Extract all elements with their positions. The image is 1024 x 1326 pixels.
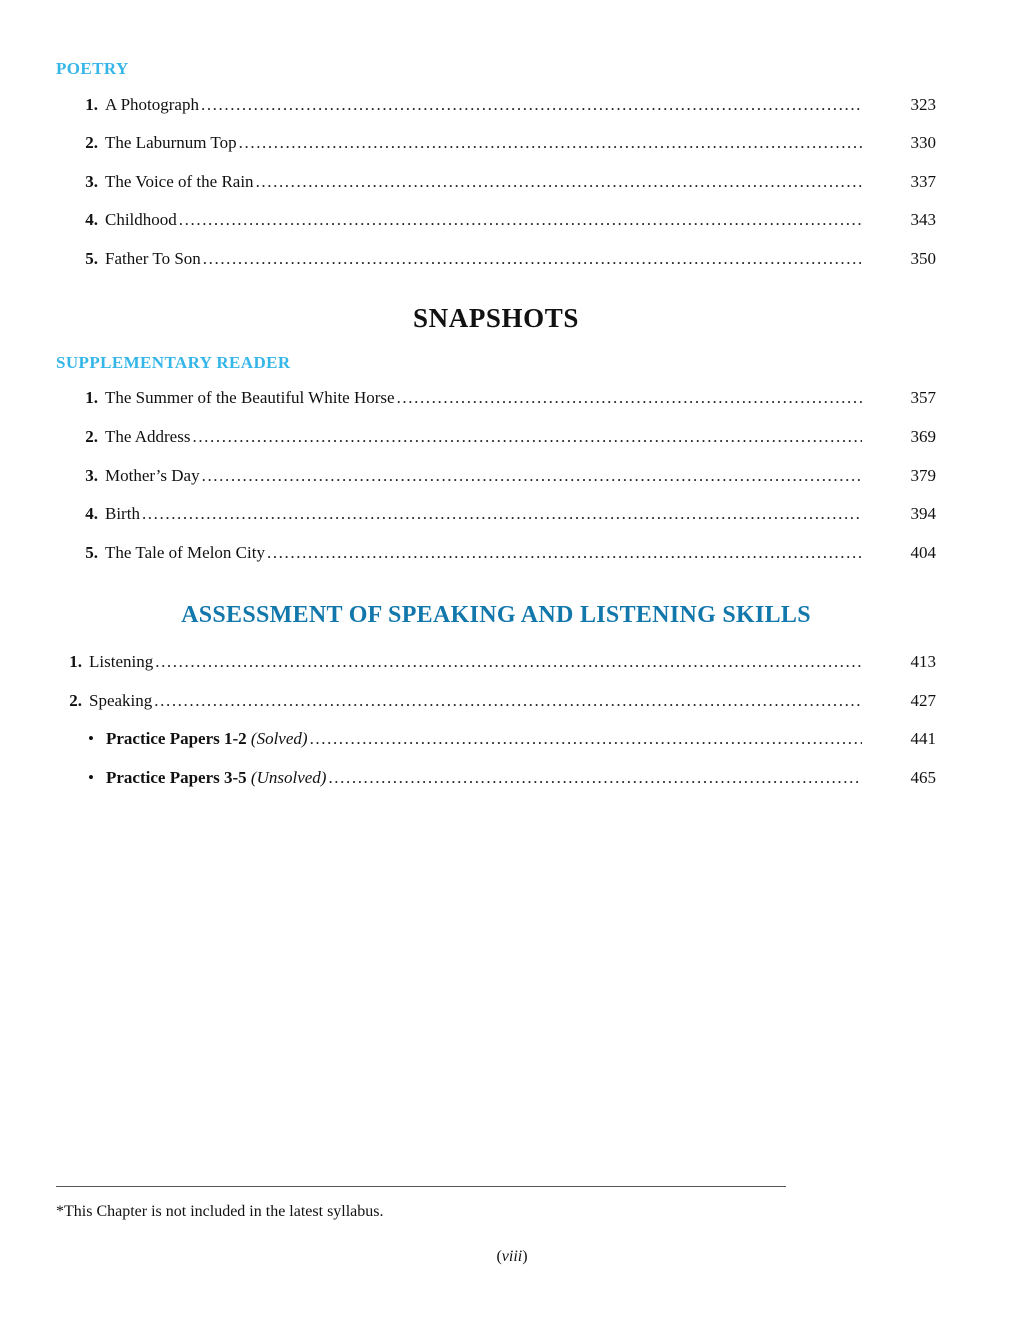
item-title: The Tale of Melon City [105,542,265,562]
footer-divider [56,1186,786,1187]
dot-leader [203,247,862,264]
dot-leader [202,464,862,481]
table-row[interactable] [56,379,936,418]
section-title-assessment: ASSESSMENT OF SPEAKING AND LISTENING SKILLS [181,601,811,628]
item-page-number: 330 [910,133,936,153]
item-number: 3. [85,171,98,191]
dot-leader [239,131,862,148]
item-title [106,727,308,752]
section-heading-supplementary-reader: SUPPLEMENTARY READER [56,352,291,372]
item-page-number: 337 [910,171,936,191]
item-number: 2. [69,690,82,710]
toc-list-assessment [56,643,936,798]
item-page-number: 379 [910,465,936,485]
item-title: A Photograph [105,94,199,114]
bullet-icon: • [88,767,94,787]
item-page-number: 465 [910,767,936,787]
table-row[interactable] [56,643,936,682]
dot-leader [155,650,862,667]
item-title-italic: (Solved) [250,729,308,749]
item-title: Speaking [89,690,153,710]
page-number-marker [0,1248,1024,1266]
item-title [106,766,326,791]
item-page-number: 323 [910,94,936,114]
item-number: 5. [85,249,98,269]
item-number: 1. [69,651,82,671]
item-page-number: 427 [910,690,936,710]
item-page-number: 413 [910,651,936,671]
item-page-number: 394 [910,504,936,524]
table-row[interactable] [56,201,936,240]
item-title-bold: Practice Papers 1-2 [106,729,247,749]
table-row[interactable] [56,495,936,534]
page-marker-roman: viii [501,1248,523,1265]
table-row[interactable] [56,682,936,721]
table-row[interactable] [56,163,936,202]
book-title-snapshots: SNAPSHOTS [413,302,579,333]
item-title: Listening [89,651,154,671]
toc-list-poetry [56,86,936,279]
item-number: 1. [85,94,98,114]
toc-content [56,56,936,797]
page-footer [56,1186,786,1223]
item-title: Childhood [105,210,177,230]
dot-leader [154,689,862,706]
item-number: 4. [85,504,98,524]
dot-leader [397,386,862,403]
item-number: 1. [85,388,98,408]
section-heading-poetry: POETRY [56,59,129,78]
item-page-number: 404 [910,542,936,562]
item-title: Father To Son [105,249,201,269]
table-row[interactable] [56,720,936,759]
item-page-number: 369 [910,426,936,446]
item-title: The Voice of the Rain [105,171,254,191]
table-row[interactable] [56,457,936,496]
dot-leader [267,541,862,558]
item-page-number: 357 [910,388,936,408]
dot-leader [192,425,862,442]
item-title: The Summer of the Beautiful White Horse [105,388,395,408]
table-row[interactable] [56,86,936,125]
item-title: Mother’s Day [105,465,200,485]
toc-list-snapshots [56,379,936,572]
item-page-number: 441 [910,729,936,749]
table-row[interactable] [56,240,936,279]
item-number: 2. [85,133,98,153]
item-title: The Laburnum Top [105,133,237,153]
table-row[interactable] [56,759,936,798]
page-marker-close: ) [522,1248,528,1265]
item-title-italic: (Unsolved) [250,767,327,787]
footnote-text: *This Chapter is not included in the latest syllabus. [56,1203,384,1220]
dot-leader [201,93,862,110]
table-row[interactable] [56,418,936,457]
item-title: The Address [105,426,191,446]
item-number: 3. [85,465,98,485]
item-page-number: 350 [910,249,936,269]
page-marker-open: ( [496,1248,502,1265]
item-number: 4. [85,210,98,230]
dot-leader [142,502,862,519]
table-row[interactable] [56,124,936,163]
item-title-bold: Practice Papers 3-5 [106,767,247,787]
table-row[interactable] [56,534,936,573]
item-page-number: 343 [910,210,936,230]
dot-leader [328,766,862,783]
item-title: Birth [105,504,140,524]
dot-leader [179,208,862,225]
bullet-icon: • [88,729,94,749]
item-number: 5. [85,542,98,562]
dot-leader [310,727,862,744]
item-number: 2. [85,426,98,446]
dot-leader [256,170,862,187]
